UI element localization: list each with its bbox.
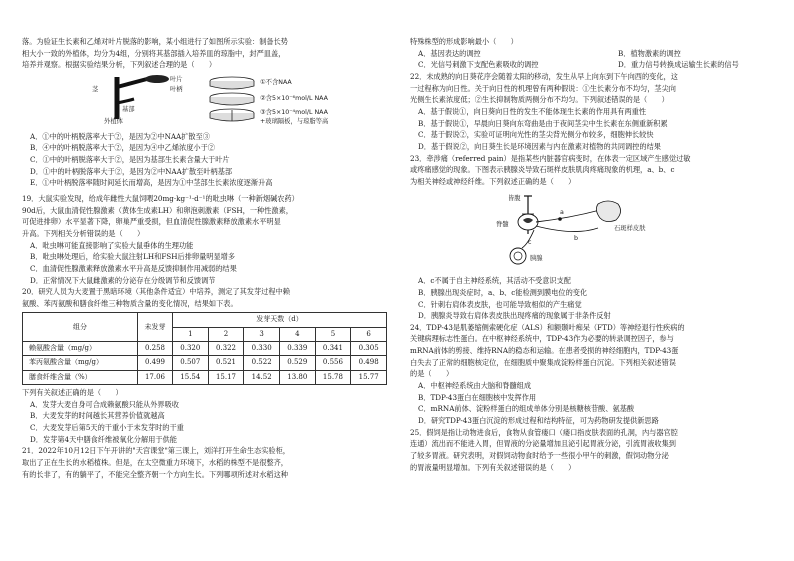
table-header-ungerminated: 未发芽 — [138, 313, 173, 342]
q23-stem-line: 或疼痛感觉的现象。下图表示胰腺炎导致石斑样皮肤肌肉疼痛现象的机理，a、b、c — [410, 165, 675, 175]
label-dish-1: ①不含NAA — [260, 78, 292, 86]
label-explant: 外植体 — [104, 117, 123, 125]
table-day-cell: 3 — [244, 327, 280, 341]
label-nerve-b: b — [574, 234, 578, 242]
q23-figure — [410, 190, 775, 274]
table-cell: 0.339 — [279, 342, 315, 356]
table-day-cell: 2 — [208, 327, 244, 341]
q18-option-b: B．④中的叶柄脱落率大于②，是因为④中乙烯浓度小于② — [30, 143, 215, 153]
label-spine: 脊髓 — [496, 220, 509, 228]
germination-table — [22, 312, 387, 385]
label-dish-3: ③含5×10⁻⁴mol/L NAA — [260, 108, 328, 116]
table-day-cell: 1 — [173, 327, 209, 341]
q22-option-c: C．基于假说②，实验可证明向光性的茎尖背光侧分布较多，细胞伸长较快 — [418, 130, 654, 140]
q21-stem-continued: 特殊株型的形成影响最小（ ） — [410, 37, 518, 46]
q22-stem-line: 光侧生长素浓度低；②生长抑制物质两侧分布不均匀。下列叙述错误的是（ ） — [410, 95, 669, 105]
label-dish-3-note: +玻璃隔板，与琼脂等高 — [260, 117, 329, 125]
q21-option-b: B．植物激素的调控 — [618, 48, 681, 58]
q21-options-row — [410, 59, 775, 71]
q22-stem-line: 一过程称为向日性。关于向日性的机理曾有两种假说：①生长素分布不均匀，茎尖向 — [410, 83, 676, 93]
q19-option-b: B．吡虫啉处理后，给实验大鼠注射LH和FSH后排卵量明显增多 — [30, 252, 236, 262]
table-day-cell: 6 — [351, 327, 387, 341]
q18-option-c: C．①中的叶柄脱落率大于②，是因为基部生长素含量大于叶片 — [30, 154, 230, 164]
table-day-cell: 5 — [315, 327, 351, 341]
q22-option-a: A．基于假说①，向日葵向日性的发生不能体现生长素的作用具有两重性 — [418, 106, 647, 116]
q22-option-b: B．基于假说①，早晨向日葵向东弯曲是由于夜间茎尖中生长素在东侧重新积累 — [418, 118, 668, 128]
table-cell: 0.507 — [173, 356, 209, 370]
table-cell: 0.322 — [208, 342, 244, 356]
label-petiole: 叶柄 — [170, 85, 183, 93]
q18-stem-line: 培养并观察。根据实验结果分析，下列叙述合理的是（ ） — [22, 60, 217, 70]
q20-option-a: A．发芽大麦自身可合成赖氨酸只能从外界吸收 — [30, 399, 179, 409]
q18-figure — [22, 73, 387, 129]
table-day-cell: 4 — [279, 327, 315, 341]
table-cell: 13.80 — [279, 370, 315, 384]
right-column — [410, 36, 775, 473]
q18-stem-line: 相大小一致的外植体，均分为4组，分别将其基部插入培养皿的琼脂中，封严皿盖， — [22, 48, 286, 58]
table-cell: 14.52 — [244, 370, 280, 384]
q19-stem-line: 可促进排卵）水平显著下降，卵巢严重受损，但血清促性腺激素释放激素水平明显 — [22, 217, 281, 227]
q23-option-c: C．针刺右肩体表皮肤，也可能导致相似的产生痛觉 — [418, 299, 582, 309]
petri-dish-2 — [210, 93, 254, 105]
q19-stem-line: 19．大鼠实验发现，给成年雌性大鼠饲喂20mg·kg⁻¹·d⁻¹的吡虫啉（一种新烟碱农药） — [22, 193, 299, 203]
q19-option-d: D．正常情况下大鼠雌激素的分泌存在分级调节和反馈调节 — [30, 275, 216, 285]
q25-stem-line: 了较多胃液。研究表明，对假饲动物食时给予一些很小甲午的刺激，假饲动物分泌 — [410, 451, 669, 461]
label-skin: 石斑样皮肤 — [614, 224, 646, 232]
table-header-component: 组分 — [23, 313, 138, 342]
q23-stem-line: 为相关神经或神经纤维。下列叙述正确的是（ ） — [410, 176, 576, 186]
q19-stem-line: 90d后，大鼠血清促性腺激素（黄体生成素LH）和卵泡刺激素（FSH，一种性激素， — [22, 205, 293, 215]
table-cell: 0.305 — [351, 342, 387, 356]
q21-stem-line: 有的长非了，有的躺平了，不能完全整齐朝一个方向生长。下列哪项所述对水稻这种 — [22, 469, 288, 479]
q19-option-a: A．吡虫啉可能直接影响了实验大鼠垂体的生理功能 — [30, 240, 194, 250]
q25-stem-line: 25．假饲是指让动物进食后，食物从食管瘘口（瘘口指皮肤表面的孔洞，内与器官腔 — [410, 427, 678, 437]
q24-option-d: D．研究TDP-43蛋白沉淀的形成过程和结构特征，可为药物研发提供新思路 — [418, 416, 659, 426]
table-row — [23, 342, 387, 356]
q24-stem-line: mRNA前体的剪接、维持RNA的稳态和运输。在患者受损的神经细胞内，TDP-43蛋 — [410, 346, 679, 356]
label-blade: 叶片 — [170, 75, 183, 83]
q24-stem-line: 24．TDP-43是肌萎缩侧索硬化症（ALS）和额颞叶痴呆（FTD）等神经退行性疾病的 — [410, 322, 685, 332]
q24-option-c: C．mRNA前体、淀粉样蛋白的组成单体分别是核糖核苷酸、氨基酸 — [418, 404, 635, 414]
referred-pain-diagram — [410, 190, 775, 270]
table-row — [23, 370, 387, 384]
q20-option-c: C．大麦发芽后第5天的干重小于未发芽时的干重 — [30, 423, 184, 433]
q18-option-a: A．①中的叶柄脱落率大于②，是因为②中NAA扩散至③ — [30, 131, 210, 141]
q20-option-b: B．大麦发芽的时间越长其营养价值就越高 — [30, 411, 165, 421]
table-header-row — [23, 313, 387, 327]
table-cell: 15.54 — [173, 370, 209, 384]
table-cell: 0.320 — [173, 342, 209, 356]
table-row-label: 膳食纤维含量（%） — [23, 370, 138, 384]
q25-stem-line: 的胃液量明显增加。下列有关叙述错误的是（ ） — [410, 462, 576, 472]
label-dish-2: ②含5×10⁻⁶mol/L NAA — [260, 94, 328, 102]
q24-stem-line: 的是（ ） — [410, 369, 454, 379]
table-row — [23, 356, 387, 370]
q25-stem-line: 连通）流出而不能进入胃，但胃液的分泌量增加且泌引起胃液分泌，引流胃液收集到 — [410, 439, 676, 449]
table-row-label: 赖氨酸含量（mg/g） — [23, 342, 138, 356]
q20-stem-line: 氨酸、苯丙氨酸和膳食纤维三种物质含量的变化情况，结果如下表。 — [22, 298, 238, 308]
q19-stem-line: 升高。下列相关分析错误的是（ ） — [22, 228, 145, 238]
table-cell: 15.78 — [315, 370, 351, 384]
petri-dish-1 — [210, 77, 254, 89]
table-cell: 0.522 — [244, 356, 280, 370]
table-cell: 0.521 — [208, 356, 244, 370]
table-cell: 0.499 — [138, 356, 173, 370]
table-header-days: 发芽天数（d） — [173, 313, 387, 327]
q23-option-b: B．胰腺出现炎症时，a、b、c能检测到膜电位的变化 — [418, 287, 588, 297]
q20-stem-after: 下列有关叙述正确的是（ ） — [22, 388, 123, 398]
table-cell: 17.06 — [138, 370, 173, 384]
q24-option-b: B．TDP-43蛋白在细胞核中发挥作用 — [418, 392, 537, 402]
q20-option-d: D．发芽第4天中膳食纤维被氧化分解用于供能 — [30, 434, 177, 444]
table-cell: 0.330 — [244, 342, 280, 356]
q22-option-d: D．基于假说②，向日葵生长是环境因素与内在激素对植物的共同调控的结果 — [418, 141, 661, 151]
table-cell: 0.529 — [279, 356, 315, 370]
q24-stem-line: 白失去了正常的细胞核定位，在细胞质中聚集成淀粉样蛋白沉淀。下列相关叙述错误 — [410, 357, 676, 367]
left-column — [22, 36, 387, 480]
table-cell: 15.77 — [351, 370, 387, 384]
petri-dish-3 — [210, 109, 254, 121]
label-brain: 皆腹 — [508, 194, 521, 202]
q22-stem-line: 22．未成熟的向日葵花序会随着太阳的移动，发生从早上向东到下午向西的变化，这 — [410, 71, 678, 81]
q21-option-d: D．重力信号转换成运输生长素的信号 — [618, 60, 739, 70]
q18-option-d: D．①中的叶柄脱落率大于②，是因为②中NAA扩散至叶柄基部 — [30, 166, 233, 176]
q24-option-a: A．中枢神经系统由大脑和脊髓组成 — [418, 381, 532, 391]
q18-option-e: E．①中叶柄脱落率随时间延长而增高，是因为①中茎部生长素浓度逐渐升高 — [30, 178, 273, 188]
table-cell: 0.556 — [315, 356, 351, 370]
table-row-label: 苯丙氨酸含量（mg/g） — [23, 356, 138, 370]
q21-option-a: A．基因表达的调控 — [418, 48, 481, 58]
q21-option-c: C．光信号刺激下支配色素吸收的调控 — [418, 60, 539, 70]
label-nerve-c: c — [528, 238, 532, 246]
q23-stem-line: 23．牵涉痛（referred pain）是指某些内脏器官病变时，在体表一定区域产生感觉过敏 — [410, 153, 691, 163]
q21-stem-line: 取出了正在生长的水稻植株。但是，在太空微重力环境下，水稻的株型不是很整齐， — [22, 458, 288, 468]
q24-stem-line: 关键病理标志性蛋白。在中枢神经系统中，TDP-43作为必要的转录调控因子，参与 — [410, 334, 674, 344]
q19-option-c: C．血清促性腺激素释放激素水平升高是反馈抑制作用减弱的结果 — [30, 263, 237, 273]
label-organ: 胰腺 — [530, 254, 543, 262]
table-cell: 0.341 — [315, 342, 351, 356]
q20-stem-line: 20．研究人员为大麦置于黑暗环境（其他条件适宜）中培养，测定了其发芽过程中赖 — [22, 287, 290, 297]
q21-options-row — [410, 48, 775, 60]
label-stub: 基部 — [122, 105, 135, 113]
table-cell: 0.258 — [138, 342, 173, 356]
explant-experiment-diagram — [22, 73, 387, 125]
label-stem: 茎 — [92, 85, 99, 93]
label-nerve-a: a — [560, 208, 564, 216]
table-cell: 0.498 — [351, 356, 387, 370]
table-cell: 15.17 — [208, 370, 244, 384]
q21-stem-line: 21．2022年10月12日下午开讲的"天宫课堂"第三课上，刘洋打开生命生态实验柜， — [22, 446, 290, 456]
q18-stem-line: 落。为验证生长素和乙烯对叶片脱落的影响，某小组进行了如图所示实验：制备长势 — [22, 37, 288, 46]
q23-option-a: A．c不属于自主神经系统，其活动不受意识支配 — [418, 276, 571, 286]
q23-option-d: D．胰腺炎导致右肩体表皮肤出现疼痛的现象属于非条件反射 — [418, 311, 611, 321]
